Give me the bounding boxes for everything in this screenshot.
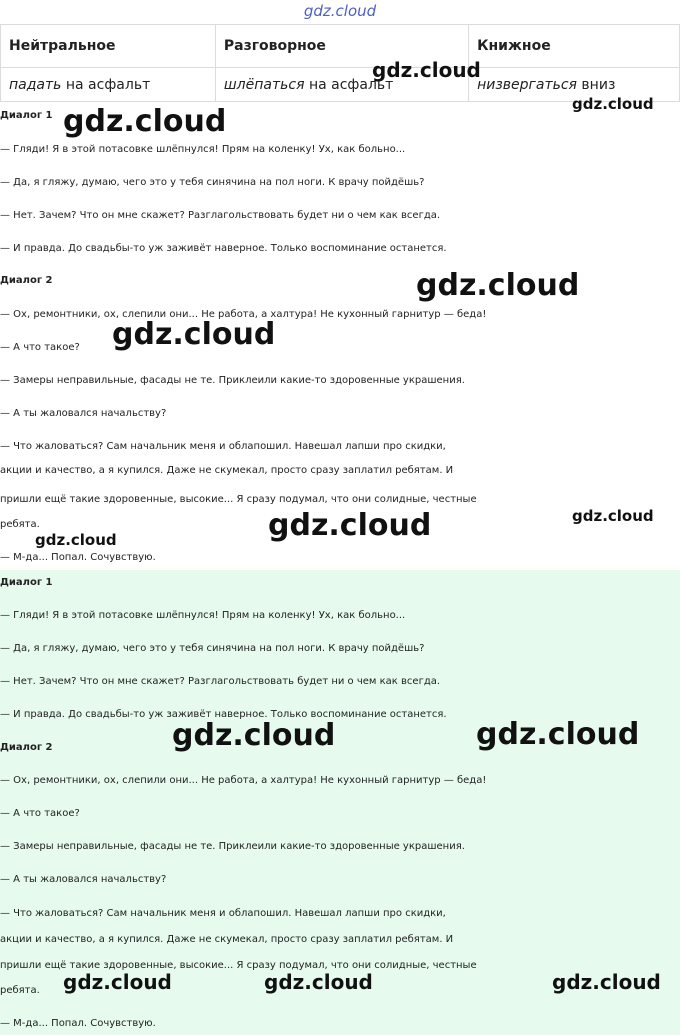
watermark: gdz.cloud (572, 95, 654, 113)
dialog-line: — М-да... Попал. Сочувствую. (0, 1018, 156, 1029)
rest-bookish: вниз (576, 76, 616, 93)
watermark: gdz.cloud (572, 507, 654, 525)
dialog-line: — Замеры неправильные, фасады не те. Приклеили какие-то здоровенные украшения. (0, 375, 465, 386)
dialog-1-title: Диалог 1 (0, 577, 53, 588)
watermark: gdz.cloud (552, 970, 661, 994)
dialog-line: — Нет. Зачем? Что он мне скажет? Разглагольствовать будет ни о чем как всегда. (0, 210, 441, 221)
header-neutral: Нейтральное (1, 25, 216, 68)
dialog-line: — И правда. До свадьбы-то уж заживёт наверное. Только воспоминание останется. (0, 709, 447, 720)
dialog-line: — Да, я гляжу, думаю, чего это у тебя синячина на пол ноги. К врачу пойдёшь? (0, 643, 425, 654)
dialog-line: ребята. (0, 985, 40, 996)
site-link[interactable]: gdz.cloud (303, 2, 377, 20)
dialog-line: — Да, я гляжу, думаю, чего это у тебя синячина на пол ноги. К врачу пойдёшь? (0, 177, 425, 188)
dialog-line: пришли ещё такие здоровенные, высокие... Я сразу подумал, что они солидные, честные (0, 960, 477, 971)
dialog-line: — А что такое? (0, 808, 80, 819)
dialog-1-title: Диалог 1 (0, 110, 53, 121)
table-header-row (1, 25, 680, 68)
header-bookish: Книжное (469, 25, 680, 68)
dialog-line: — М-да... Попал. Сочувствую. (0, 552, 156, 563)
dialog-line: — Нет. Зачем? Что он мне скажет? Разглагольствовать будет ни о чем как всегда. (0, 676, 441, 687)
dialog-line: акции и качество, а я купился. Даже не скумекал, просто сразу заплатил ребятам. И (0, 465, 454, 476)
watermark: gdz.cloud (35, 531, 117, 549)
header-colloquial: Разговорное (215, 25, 468, 68)
dialog-line: — Гляди! Я в этой потасовке шлёпнулся! Прям на коленку! Ух, как больно... (0, 610, 406, 621)
dialog-line: акции и качество, а я купился. Даже не скумекал, просто сразу заплатил ребятам. И (0, 934, 454, 945)
watermark: gdz.cloud (372, 58, 481, 82)
dialog-line: — Что жаловаться? Сам начальник меня и облапошил. Навешал лапши про скидки, (0, 441, 446, 452)
dialog-2-title: Диалог 2 (0, 275, 53, 286)
watermark: gdz.cloud (172, 718, 336, 753)
dialog-line: — Что жаловаться? Сам начальник меня и облапошил. Навешал лапши про скидки, (0, 908, 446, 919)
rest-colloquial: на асфальт (304, 76, 394, 93)
dialog-2-title: Диалог 2 (0, 742, 53, 753)
dialog-line: — А что такое? (0, 342, 80, 353)
dialog-line: — А ты жаловался начальству? (0, 874, 167, 885)
dialog-line: ребята. (0, 519, 40, 530)
watermark: gdz.cloud (112, 317, 276, 352)
watermark: gdz.cloud (63, 104, 227, 139)
watermark: gdz.cloud (416, 268, 580, 303)
watermark: gdz.cloud (476, 717, 640, 752)
word-style-table (0, 24, 680, 102)
dialog-line: — Замеры неправильные, фасады не те. Приклеили какие-то здоровенные украшения. (0, 841, 465, 852)
dialog-line: — Ох, ремонтники, ох, слепили они... Не работа, а халтура! Не кухонный гарнитур — беда! (0, 775, 487, 786)
word-neutral: падать (9, 76, 62, 93)
cell-neutral (1, 68, 216, 102)
dialog-line: — Ох, ремонтники, ох, слепили они... Не работа, а халтура! Не кухонный гарнитур — беда! (0, 309, 487, 320)
watermark: gdz.cloud (264, 970, 373, 994)
word-colloquial: шлёпаться (223, 76, 305, 93)
dialog-line: — Гляди! Я в этой потасовке шлёпнулся! Прям на коленку! Ух, как больно... (0, 144, 406, 155)
dialog-line: — А ты жаловался начальству? (0, 408, 167, 419)
word-bookish: низвергаться (477, 76, 577, 93)
rest-neutral: на асфальт (61, 76, 151, 93)
watermark: gdz.cloud (268, 508, 432, 543)
watermark: gdz.cloud (63, 970, 172, 994)
dialog-line: пришли ещё такие здоровенные, высокие... Я сразу подумал, что они солидные, честные (0, 494, 477, 505)
dialog-line: — И правда. До свадьбы-то уж заживёт наверное. Только воспоминание останется. (0, 243, 447, 254)
